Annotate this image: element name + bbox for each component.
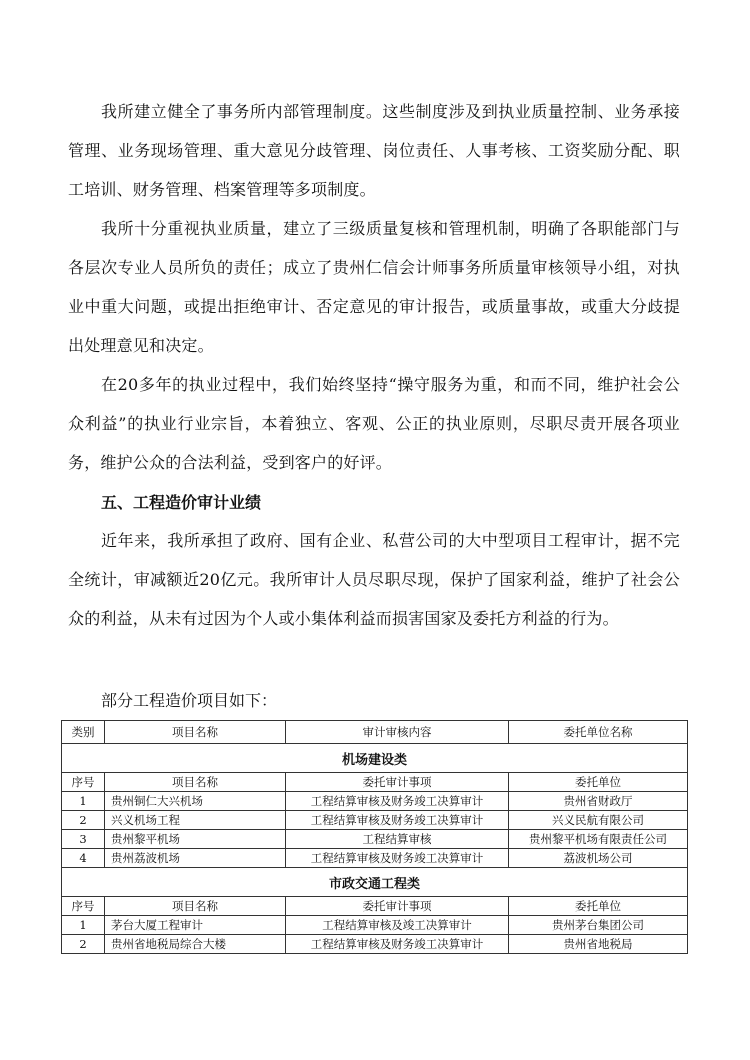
project-name: 茅台大厦工程审计 bbox=[105, 916, 286, 935]
audit-item: 工程结算审核及财务竣工决算审计 bbox=[286, 935, 509, 954]
audit-item: 工程结算审核及竣工决算审计 bbox=[286, 916, 509, 935]
table-row bbox=[62, 830, 688, 849]
table-row bbox=[62, 811, 688, 830]
section-heading: 五、工程造价审计业绩 bbox=[101, 493, 262, 512]
column-header-row bbox=[62, 897, 688, 916]
column-header-cell: 序号 bbox=[62, 773, 105, 792]
section-title-airport: 机场建设类 bbox=[62, 744, 688, 773]
audit-item: 工程结算审核及财务竣工决算审计 bbox=[286, 849, 509, 868]
client-unit: 贵州茅台集团公司 bbox=[509, 916, 688, 935]
table-row bbox=[62, 916, 688, 935]
client-unit: 贵州省财政厅 bbox=[509, 792, 688, 811]
table-row bbox=[62, 792, 688, 811]
section-title-municipal: 市政交通工程类 bbox=[62, 868, 688, 897]
project-name: 贵州黎平机场 bbox=[105, 830, 286, 849]
project-name: 贵州省地税局综合大楼 bbox=[105, 935, 286, 954]
section-title-row bbox=[62, 868, 688, 897]
client-unit: 贵州黎平机场有限责任公司 bbox=[509, 830, 688, 849]
column-header-cell: 序号 bbox=[62, 897, 105, 916]
row-number: 2 bbox=[62, 811, 105, 830]
audit-item: 工程结算审核 bbox=[286, 830, 509, 849]
column-header-cell: 委托审计事项 bbox=[286, 897, 509, 916]
audit-item: 工程结算审核及财务竣工决算审计 bbox=[286, 811, 509, 830]
audit-item: 工程结算审核及财务竣工决算审计 bbox=[286, 792, 509, 811]
header-cell: 审计审核内容 bbox=[286, 721, 509, 744]
column-header-row bbox=[62, 773, 688, 792]
column-header-cell: 委托审计事项 bbox=[286, 773, 509, 792]
client-unit: 荔波机场公司 bbox=[509, 849, 688, 868]
project-table bbox=[61, 720, 688, 954]
project-name: 贵州铜仁大兴机场 bbox=[105, 792, 286, 811]
column-header-cell: 项目名称 bbox=[105, 773, 286, 792]
client-unit: 兴义民航有限公司 bbox=[509, 811, 688, 830]
paragraph-audit-performance: 近年来，我所承担了政府、国有企业、私营公司的大中型项目工程审计，据不完全统计，审减额近20亿元。我所审计人员尽职尽现，保护了国家利益，维护了社会公众的利益，从未有过因为个人或小集体利益而损害国家及委托方利益的行为。 bbox=[68, 531, 680, 628]
header-cell: 委托单位名称 bbox=[509, 721, 688, 744]
table-row bbox=[62, 849, 688, 868]
section-title-row bbox=[62, 744, 688, 773]
row-number: 4 bbox=[62, 849, 105, 868]
project-name: 贵州荔波机场 bbox=[105, 849, 286, 868]
project-name: 兴义机场工程 bbox=[105, 811, 286, 830]
row-number: 2 bbox=[62, 935, 105, 954]
header-cell: 类别 bbox=[62, 721, 105, 744]
row-number: 1 bbox=[62, 916, 105, 935]
row-number: 3 bbox=[62, 830, 105, 849]
paragraph-practice-principles: 在20多年的执业过程中，我们始终坚持“操守服务为重，和而不同，维护社会公众利益”的执业行业宗旨，本着独立、客观、公正的执业原则，尽职尽责开展各项业务，维护公众的合法利益，受到客户的好评。 bbox=[68, 375, 680, 472]
table-row bbox=[62, 935, 688, 954]
column-header-cell: 项目名称 bbox=[105, 897, 286, 916]
header-cell: 项目名称 bbox=[105, 721, 286, 744]
column-header-cell: 委托单位 bbox=[509, 773, 688, 792]
row-number: 1 bbox=[62, 792, 105, 811]
client-unit: 贵州省地税局 bbox=[509, 935, 688, 954]
table-intro: 部分工程造价项目如下： bbox=[101, 691, 278, 710]
column-header-cell: 委托单位 bbox=[509, 897, 688, 916]
paragraph-management-system: 我所建立健全了事务所内部管理制度。这些制度涉及到执业质量控制、业务承接管理、业务现场管理、重大意见分歧管理、岗位责任、人事考核、工资奖励分配、职工培训、财务管理、档案管理等多项制度。 bbox=[68, 102, 680, 199]
paragraph-quality-control: 我所十分重视执业质量，建立了三级质量复核和管理机制，明确了各职能部门与各层次专业人员所负的责任；成立了贵州仁信会计师事务所质量审核领导小组，对执业中重大问题，或提出拒绝审计、否定意见的审计报告，或质量事故，或重大分歧提出处理意见和决定。 bbox=[68, 219, 680, 355]
table-header-row bbox=[62, 721, 688, 744]
